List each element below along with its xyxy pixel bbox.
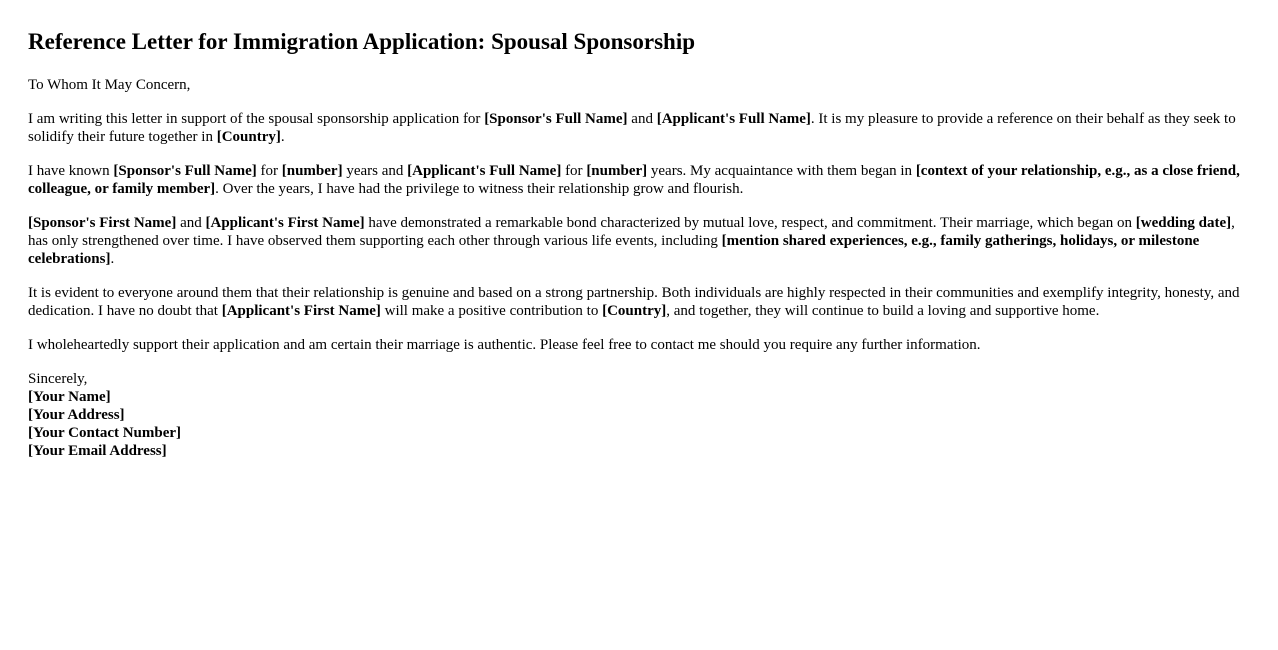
paragraph-acquaintance xyxy=(28,162,1240,198)
closing: Sincerely, xyxy=(28,371,88,387)
country-placeholder: [Country] xyxy=(602,303,667,319)
para2-text-6: . Over the years, I have had the privilege to witness their relationship grow and flourish. xyxy=(215,181,744,197)
applicant-full-name-placeholder: [Applicant's Full Name] xyxy=(656,111,811,127)
shared-experiences-placeholder: [mention shared experiences, e.g., family gatherings, holidays, or milestone celebrations] xyxy=(28,233,1200,267)
para4-text-3: , and together, they will continue to build a loving and supportive home. xyxy=(666,303,1100,319)
paragraph-introduction xyxy=(28,110,1240,146)
your-address-placeholder: [Your Address] xyxy=(28,407,125,423)
page-title: Reference Letter for Immigration Application: Spousal Sponsorship xyxy=(28,29,696,54)
signature-phone xyxy=(28,424,1240,442)
para2-text-3: years and xyxy=(342,163,408,179)
applicant-first-name-placeholder: [Applicant's First Name] xyxy=(221,303,381,319)
relationship-context-placeholder: [context of your relationship, e.g., as a close friend, colleague, or family member] xyxy=(28,163,1240,197)
wedding-date-placeholder: [wedding date] xyxy=(1135,215,1232,231)
your-name-placeholder: [Your Name] xyxy=(28,389,111,405)
signature-block xyxy=(28,370,1240,460)
para2-text-4: for xyxy=(561,163,587,179)
para4-text-1: It is evident to everyone around them that their relationship is genuine and based on a strong partnership. Both individuals are highly respected in their communities and exemplify integrity, honesty, and dedication. I have no doubt that xyxy=(28,285,1240,319)
para2-text-2: for xyxy=(256,163,282,179)
sponsor-first-name-placeholder: [Sponsor's First Name] xyxy=(28,215,177,231)
letter-page xyxy=(28,28,1240,460)
para4-text-2: will make a positive contribution to xyxy=(380,303,603,319)
country-placeholder: [Country] xyxy=(216,129,281,145)
salutation: To Whom It May Concern, xyxy=(28,77,191,93)
signature-email xyxy=(28,442,1240,460)
paragraph-bond xyxy=(28,214,1240,268)
para1-text-4: . xyxy=(280,129,285,145)
para3-text-4: . xyxy=(110,251,115,267)
applicant-first-name-placeholder: [Applicant's First Name] xyxy=(205,215,365,231)
para1-text-3: . It is my pleasure to provide a reference on their behalf as they seek to solidify their future together in xyxy=(28,111,1236,145)
applicant-full-name-placeholder: [Applicant's Full Name] xyxy=(407,163,562,179)
sponsor-full-name-placeholder: [Sponsor's Full Name] xyxy=(113,163,257,179)
your-email-placeholder: [Your Email Address] xyxy=(28,443,167,459)
signature-name xyxy=(28,388,1240,406)
para1-text-2: and xyxy=(627,111,657,127)
para1-text-1: I am writing this letter in support of the spousal sponsorship application for xyxy=(28,111,485,127)
para3-text-2: have demonstrated a remarkable bond characterized by mutual love, respect, and commitment. Their marriage, which began on xyxy=(364,215,1136,231)
para2-text-1: I have known xyxy=(28,163,114,179)
para3-text-3: , has only strengthened over time. I have observed them supporting each other through various life events, including xyxy=(28,215,1235,249)
signature-address xyxy=(28,406,1240,424)
number-placeholder: [number] xyxy=(281,163,343,179)
para3-text-1: and xyxy=(176,215,206,231)
paragraph-support: I wholeheartedly support their application and am certain their marriage is authentic. Please feel free to contact me should you require any further information. xyxy=(28,337,981,353)
para2-text-5: years. My acquaintance with them began in xyxy=(647,163,916,179)
paragraph-character xyxy=(28,284,1240,320)
your-contact-number-placeholder: [Your Contact Number] xyxy=(28,425,182,441)
number-placeholder: [number] xyxy=(586,163,648,179)
sponsor-full-name-placeholder: [Sponsor's Full Name] xyxy=(484,111,628,127)
